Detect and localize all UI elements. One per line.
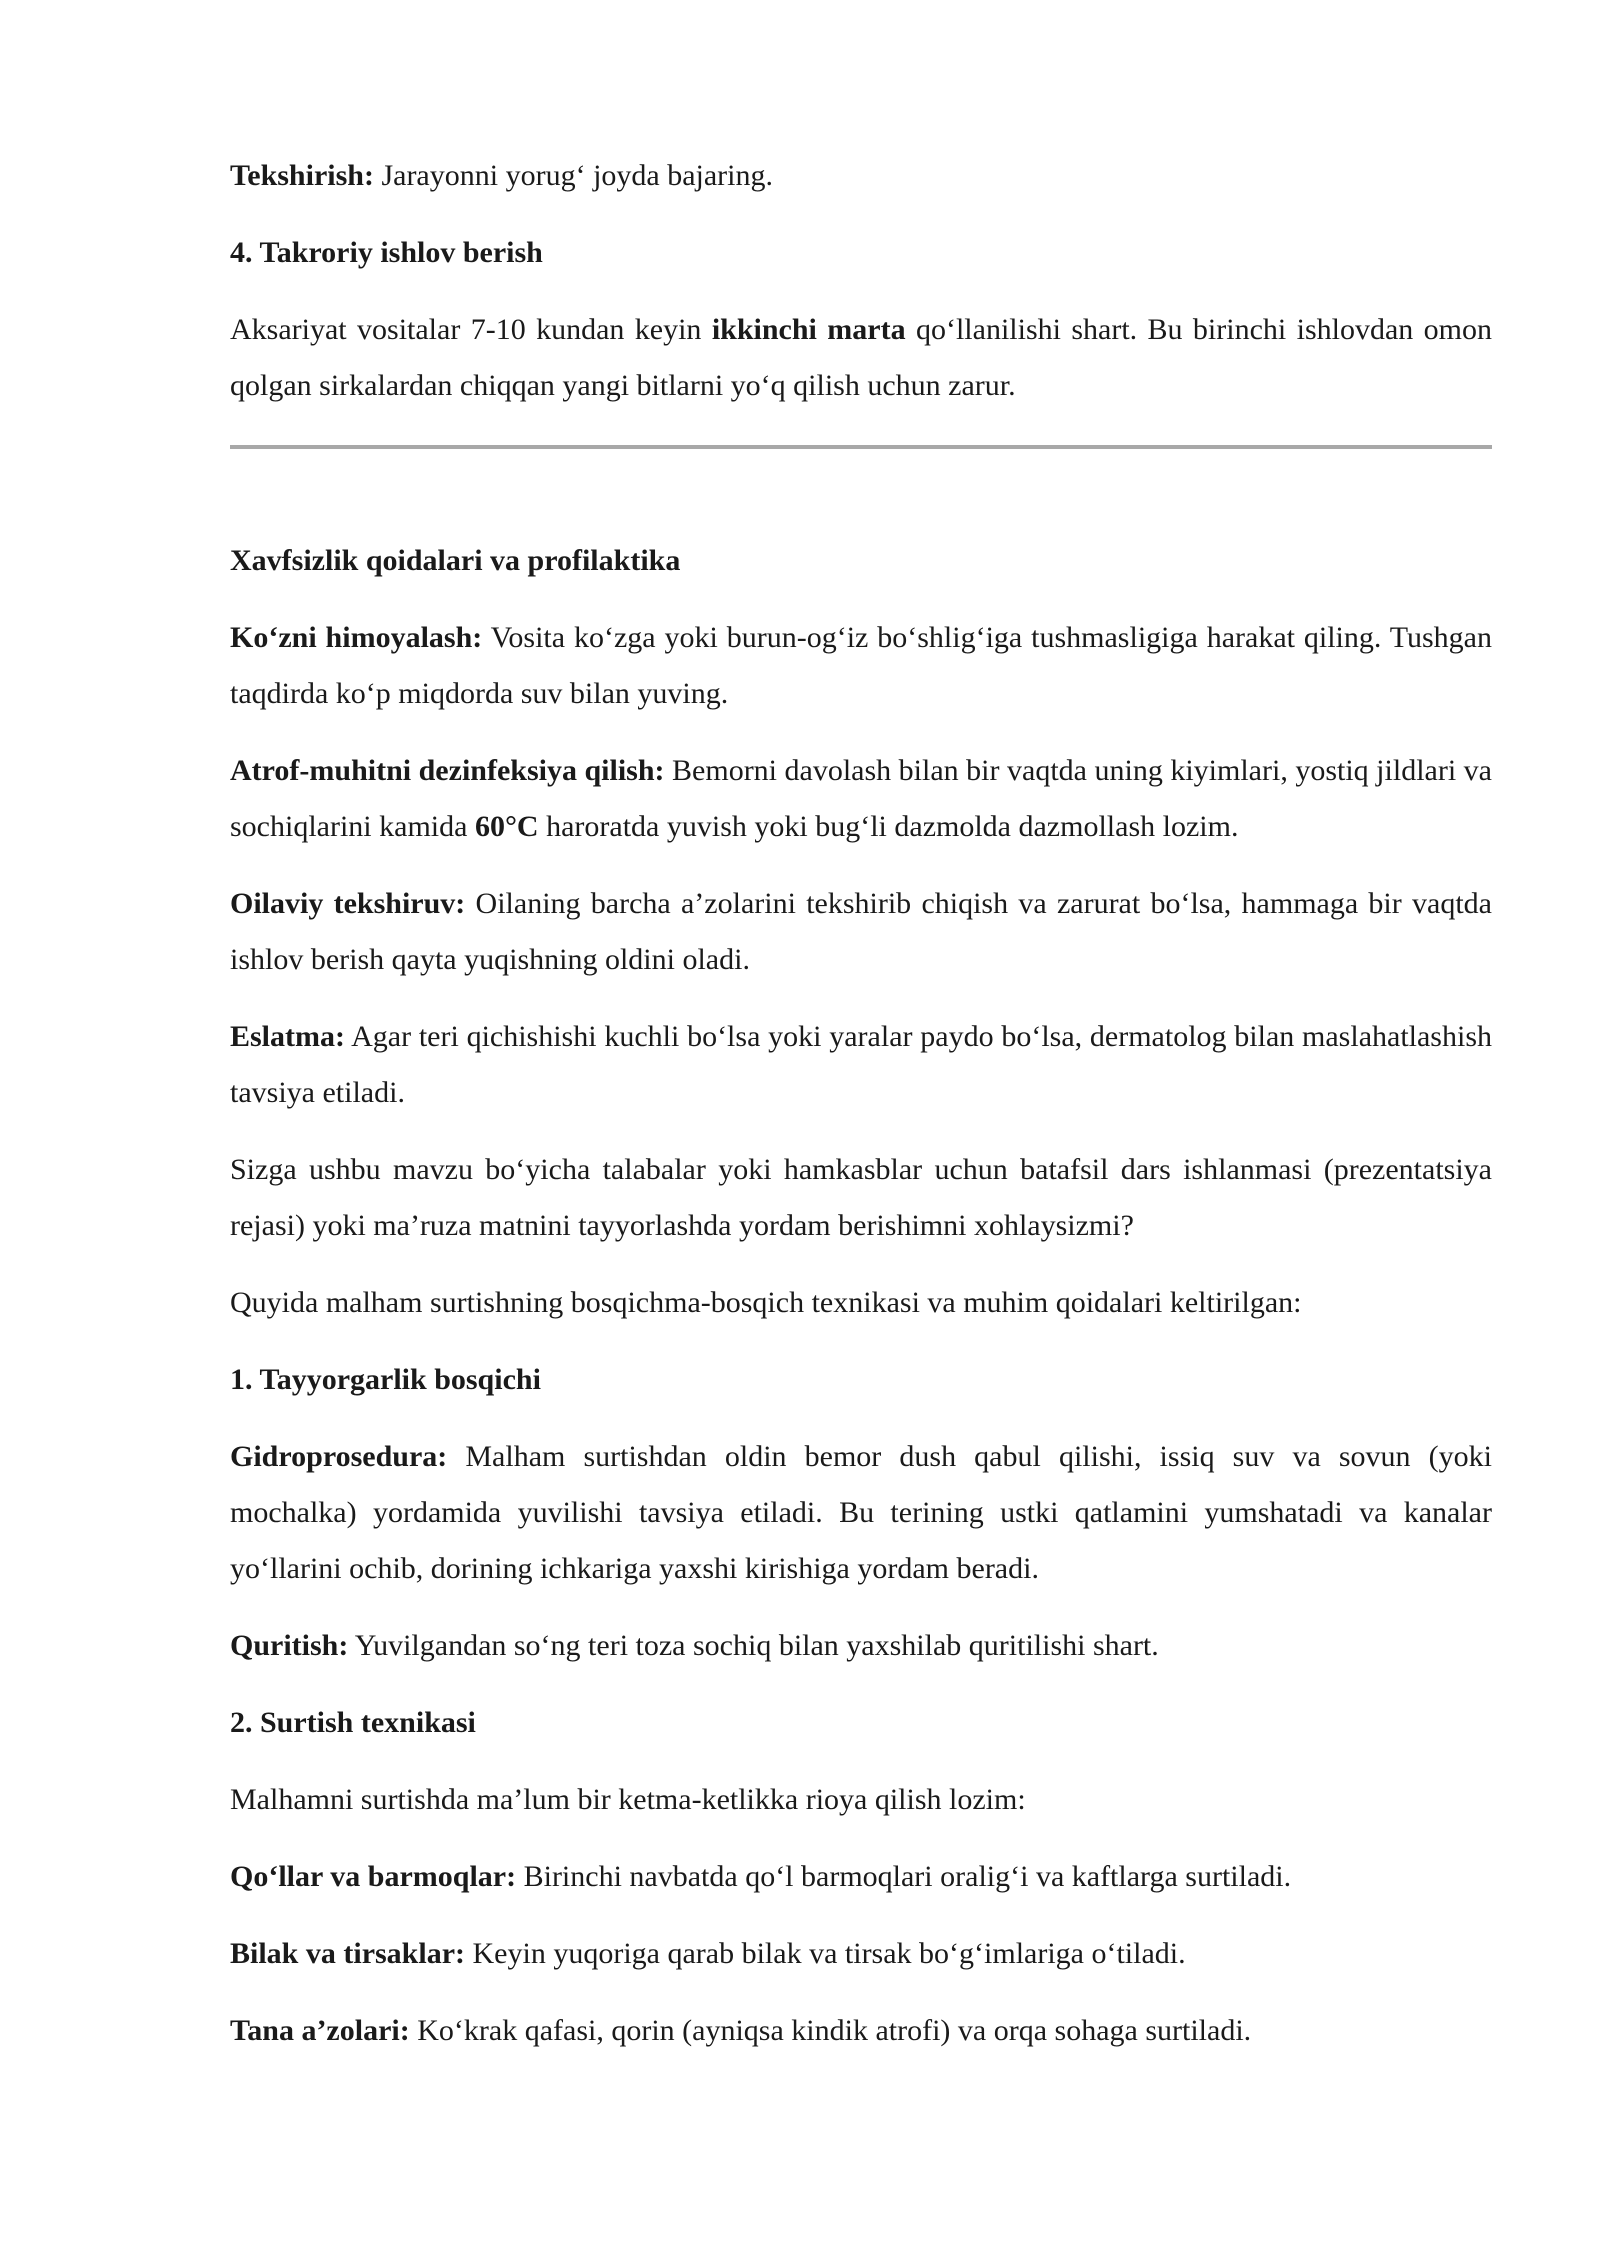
label-oilaviy-tekshiruv: Oilaviy tekshiruv: (230, 887, 466, 920)
paragraph-qollar: Qo‘llar va barmoqlar: Birinchi navbatda qo‘l barmoqlari oralig‘i va kaftlarga surtiladi. (230, 1860, 1292, 1893)
horizontal-divider (230, 445, 1492, 449)
paragraph-ketma-ketlik: Malhamni surtishda ma’lum bir ketma-ketlikka rioya qilish lozim: (230, 1783, 1026, 1816)
bold-ikkinchi-marta: ikkinchi marta (711, 313, 906, 346)
paragraph-gidroprosedura: Gidroprosedura: Malham surtishdan oldin bemor dush qabul qilishi, issiq suv va sovun (yoki mochalka) yordamida yuvilishi tavsiya etiladi. Bu terining ustki qatlamini yumshatadi va kanalar yo‘llarini ochib, dorining ichkariga yaxshi kirishiga yordam beradi. (230, 1440, 1492, 1585)
paragraph-atrof-muhit: Atrof-muhitni dezinfeksiya qilish: Bemorni davolash bilan bir vaqtda uning kiyimlari, yostiq jildlari va sochiqlarini kamida 60°C haroratda yuvish yoki bug‘li dazmolda dazmollash lozim. (230, 754, 1492, 843)
label-quritish: Quritish: (230, 1629, 349, 1662)
label-gidroprosedura: Gidroprosedura: (230, 1440, 448, 1473)
paragraph-intro: Quyida malham surtishning bosqichma-bosqich texnikasi va muhim qoidalari keltirilgan: (230, 1286, 1302, 1319)
paragraph-eslatma: Eslatma: Agar teri qichishishi kuchli bo‘lsa yoki yaralar paydo bo‘lsa, dermatolog bilan maslahatlashish tavsiya etiladi. (230, 1020, 1492, 1109)
label-qollar: Qo‘llar va barmoqlar: (230, 1860, 517, 1893)
label-atrof-muhit: Atrof-muhitni dezinfeksiya qilish: (230, 754, 665, 787)
label-bilak: Bilak va tirsaklar: (230, 1937, 466, 1970)
label-kozni-himoyalash: Ko‘zni himoyalash: (230, 621, 483, 654)
text-tekshirish: Jarayonni yorug‘ joyda bajaring. (373, 159, 774, 192)
heading-xavfsizlik: Xavfsizlik qoidalari va profilaktika (230, 544, 681, 577)
paragraph-oilaviy-tekshiruv: Oilaviy tekshiruv: Oilaning barcha a’zolarini tekshirib chiqish va zarurat bo‘lsa, hammaga bir vaqtda ishlov berish qayta yuqishning oldini oladi. (230, 887, 1492, 976)
label-tana: Tana a’zolari: (230, 2014, 410, 2047)
heading-tayyorgarlik: 1. Tayyorgarlik bosqichi (230, 1363, 541, 1396)
label-tekshirish: Tekshirish: (230, 159, 374, 192)
bold-temperature: 60°C (474, 810, 539, 843)
paragraph-offer: Sizga ushbu mavzu bo‘yicha talabalar yoki hamkasblar uchun batafsil dars ishlanmasi (prezentatsiya rejasi) yoki ma’ruza matnini tayyorlashda yordam berishimni xohlaysizmi? (230, 1153, 1492, 1242)
heading-takroriy-ishlov: 4. Takroriy ishlov berish (230, 236, 543, 269)
heading-surtish-texnikasi: 2. Surtish texnikasi (230, 1706, 476, 1739)
paragraph-quritish: Quritish: Yuvilgandan so‘ng teri toza sochiq bilan yaxshilab quritilishi shart. (230, 1629, 1159, 1662)
paragraph-kozni-himoyalash: Ko‘zni himoyalash: Vosita ko‘zga yoki burun-og‘iz bo‘shlig‘iga tushmasligiga harakat qiling. Tushgan taqdirda ko‘p miqdorda suv bilan yuving. (230, 621, 1492, 710)
paragraph-bilak: Bilak va tirsaklar: Keyin yuqoriga qarab bilak va tirsak bo‘g‘imlariga o‘tiladi. (230, 1937, 1186, 1970)
label-eslatma: Eslatma: (230, 1020, 345, 1053)
paragraph-tekshirish (230, 148, 1492, 204)
document-page (230, 148, 1492, 2059)
paragraph-tana: Tana a’zolari: Ko‘krak qafasi, qorin (ayniqsa kindik atrofi) va orqa sohaga surtiladi. (230, 2014, 1252, 2047)
paragraph-aksariyat: Aksariyat vositalar 7-10 kundan keyin ikkinchi marta qo‘llanilishi shart. Bu birinchi ishlovdan omon qolgan sirkalardan chiqqan yangi bitlarni yo‘q qilish uchun zarur. (230, 313, 1493, 402)
